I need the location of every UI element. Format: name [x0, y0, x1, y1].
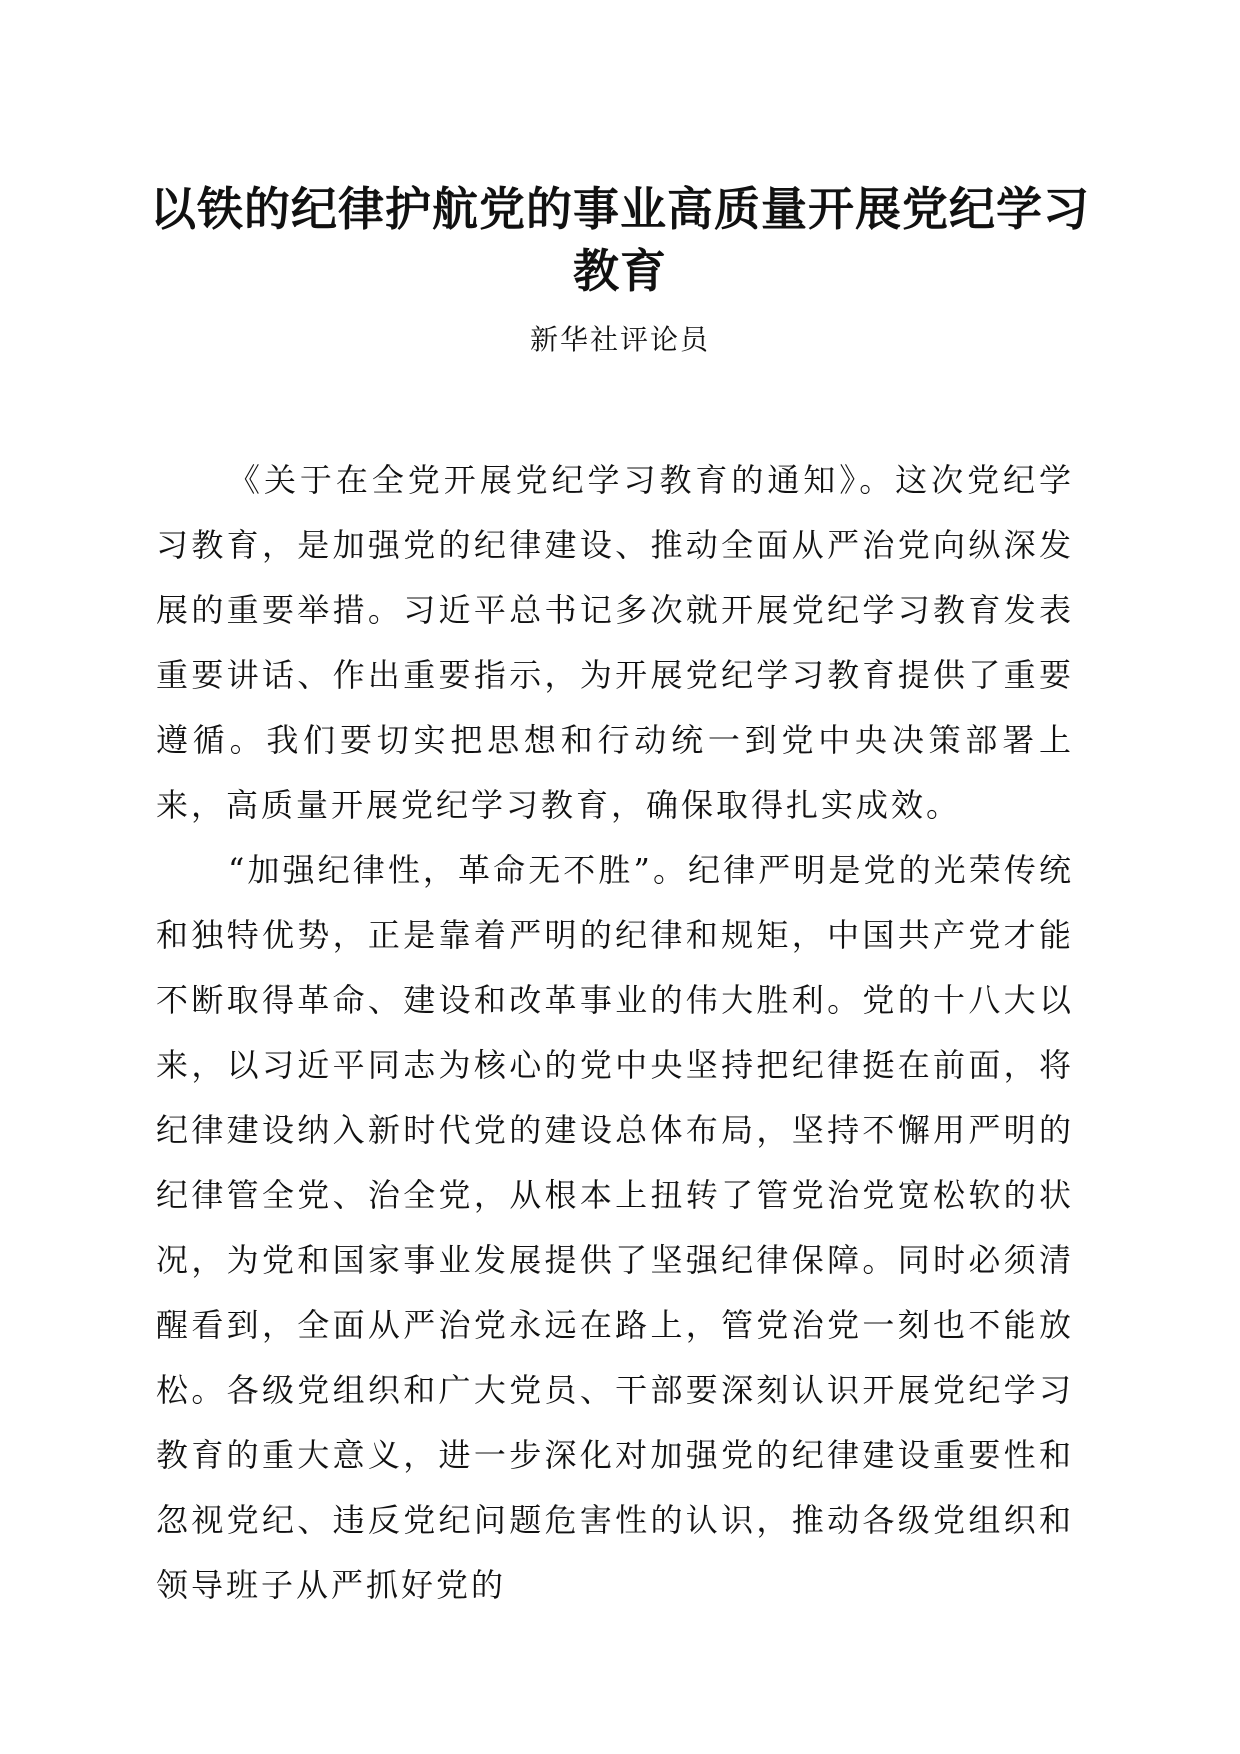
paragraph: “加强纪律性，革命无不胜”。纪律严明是党的光荣传统和独特优势，正是靠着严明的纪律和规矩，中国共产党才能不断取得革命、建设和改革事业的伟大胜利。党的十八大以来，以习近平同志为核心的党中央坚持把纪律挺在前面，将纪律建设纳入新时代党的建设总体布局，坚持不懈用严明的纪律管全党、治全党，从根本上扭转了管党治党宽松软的状况，为党和国家事业发展提供了坚强纪律保障。同时必须清醒看到，全面从严治党永远在路上，管党治党一刻也不能放松。各级党组织和广大党员、干部要深刻认识开展党纪学习教育的重大意义，进一步深化对加强党的纪律建设重要性和忽视党纪、违反党纪问题危害性的认识，推动各级党组织和领导班子从严抓好党的: [156, 851, 1074, 1604]
author-byline: 新华社评论员: [529, 323, 710, 356]
paragraph: 《关于在全党开展党纪学习教育的通知》。这次党纪学习教育，是加强党的纪律建设、推动全面从严治党向纵深发展的重要举措。习近平总书记多次就开展党纪学习教育发表重要讲话、作出重要指示，为开展党纪学习教育提供了重要遵循。我们要切实把思想和行动统一到党中央决策部署上来，高质量开展党纪学习教育，确保取得扎实成效。: [156, 461, 1074, 824]
article-body: [156, 448, 1074, 1618]
page-title: 以铁的纪律护航党的事业高质量开展党纪学习教育: [150, 182, 1090, 298]
